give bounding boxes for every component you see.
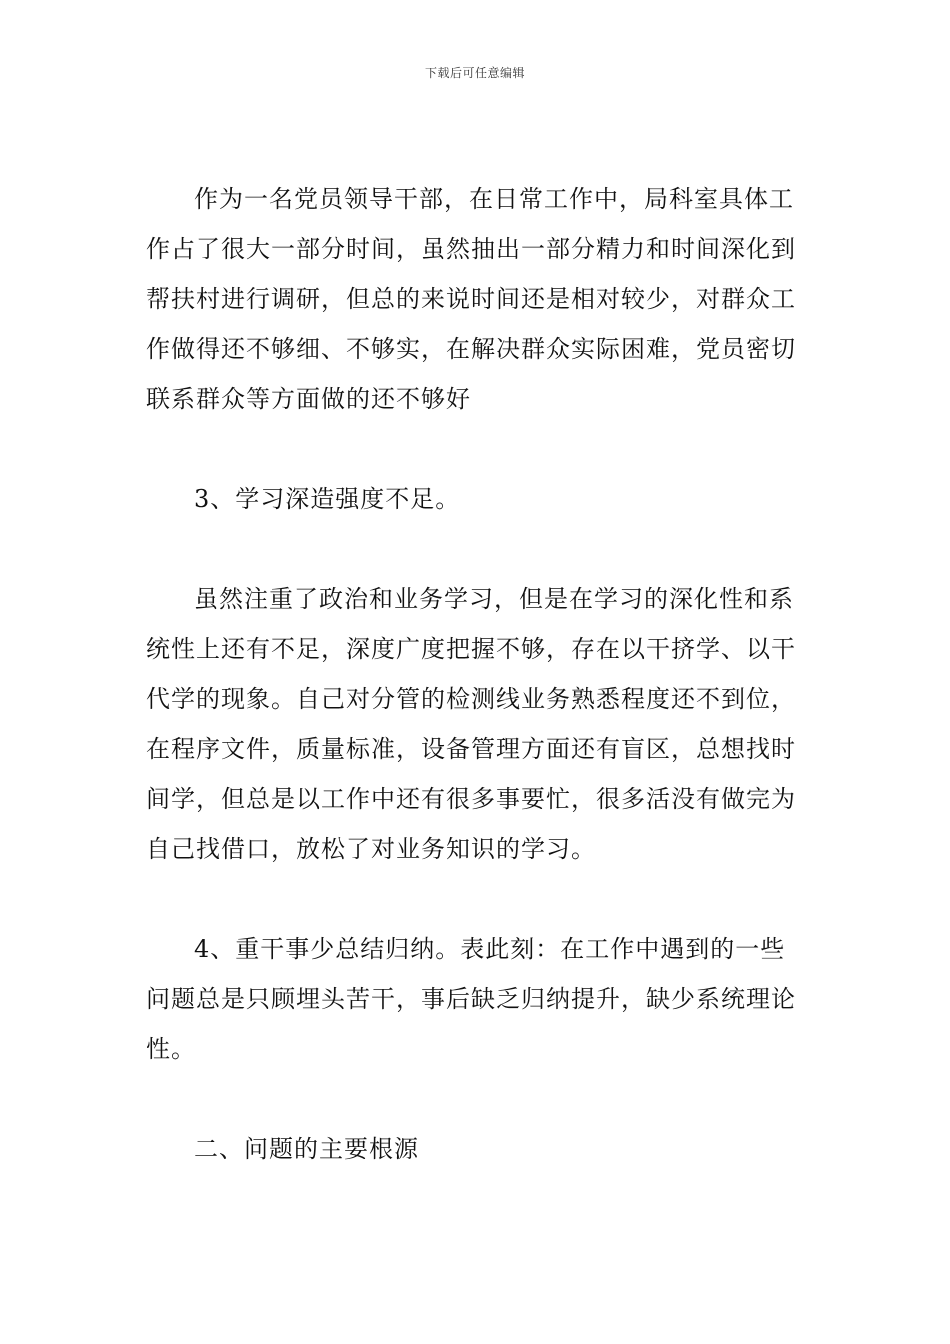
- heading-item-3: 3、学习深造强度不足。: [194, 485, 461, 513]
- document-body: [146, 174, 808, 1174]
- paragraph-study: 虽然注重了政治和业务学习，但是在学习的深化性和系统性上还有不足，深度广度把握不够，存在以干挤学、以干代学的现象。自己对分管的检测线业务熟悉程度还不到位，在程序文件，质量标准，设备管理方面还有盲区，总想找时间学，但总是以工作中还有很多事要忙，很多活没有做完为自己找借口，放松了对业务知识的学习。: [146, 585, 796, 863]
- page-header: 下载后可任意编辑: [424, 66, 525, 80]
- heading-item-4: 4、重干事少总结归纳。表此刻：在工作中遇到的一些问题总是只顾埋头苦干，事后缺乏归纳提升，缺少系统理论性。: [146, 935, 796, 1063]
- paragraph-leadership-work: 作为一名党员领导干部，在日常工作中，局科室具体工作占了很大一部分时间，虽然抽出一部分精力和时间深化到帮扶村进行调研，但总的来说时间还是相对较少，对群众工作做得还不够细、不够实，在解决群众实际困难，党员密切联系群众等方面做的还不够好: [146, 185, 796, 413]
- section-heading-root-causes: 二、问题的主要根源: [194, 1135, 419, 1163]
